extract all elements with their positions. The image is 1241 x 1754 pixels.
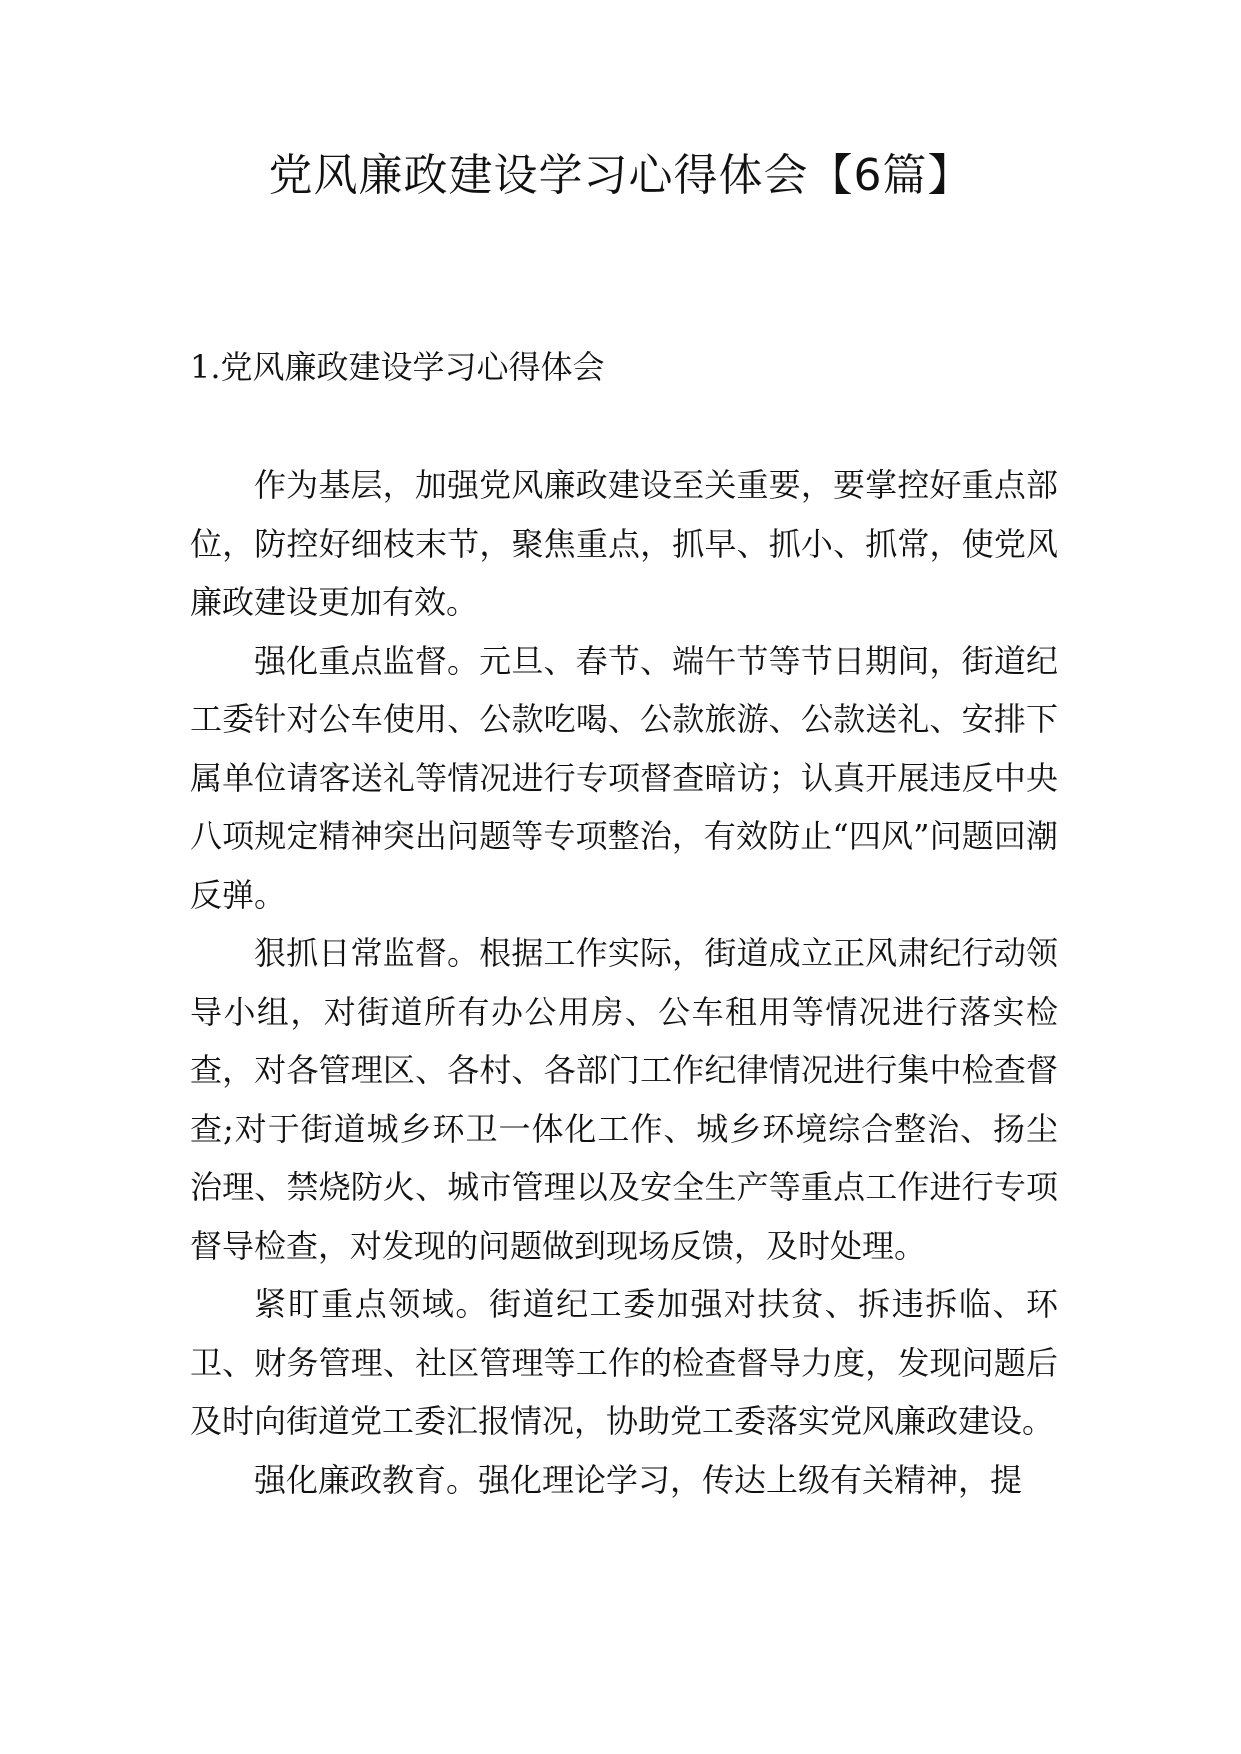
document-body	[190, 456, 1058, 1509]
paragraph: 作为基层，加强党风廉政建设至关重要，要掌控好重点部位，防控好细枝末节，聚焦重点，抓早、抓小、抓常，使党风廉政建设更加有效。	[190, 466, 1058, 621]
paragraph: 强化重点监督。元旦、春节、端午节等节日期间，街道纪工委针对公车使用、公款吃喝、公款旅游、公款送礼、安排下属单位请客送礼等情况进行专项督查暗访；认真开展违反中央八项规定精神突出问题等专项整治，有效防止“四风”问题回潮反弹。	[190, 641, 1058, 914]
paragraph: 紧盯重点领域。街道纪工委加强对扶贫、拆违拆临、环卫、财务管理、社区管理等工作的检查督导力度，发现问题后及时向街道党工委汇报情况，协助党工委落实党风廉政建设。	[190, 1285, 1058, 1440]
document-title: 党风廉政建设学习心得体会【6篇】	[268, 150, 973, 201]
paragraph: 狠抓日常监督。根据工作实际，街道成立正风肃纪行动领导小组，对街道所有办公用房、公车租用等情况进行落实检查，对各管理区、各村、各部门工作纪律情况进行集中检查督查;对于街道城乡环卫一体化工作、城乡环境综合整治、扬尘治理、禁烧防火、城市管理以及安全生产等重点工作进行专项督导检查，对发现的问题做到现场反馈，及时处理。	[190, 934, 1058, 1265]
section-heading: 1.党风廉政建设学习心得体会	[190, 348, 605, 386]
paragraph: 强化廉政教育。强化理论学习，传达上级有关精神，提	[254, 1460, 1023, 1499]
